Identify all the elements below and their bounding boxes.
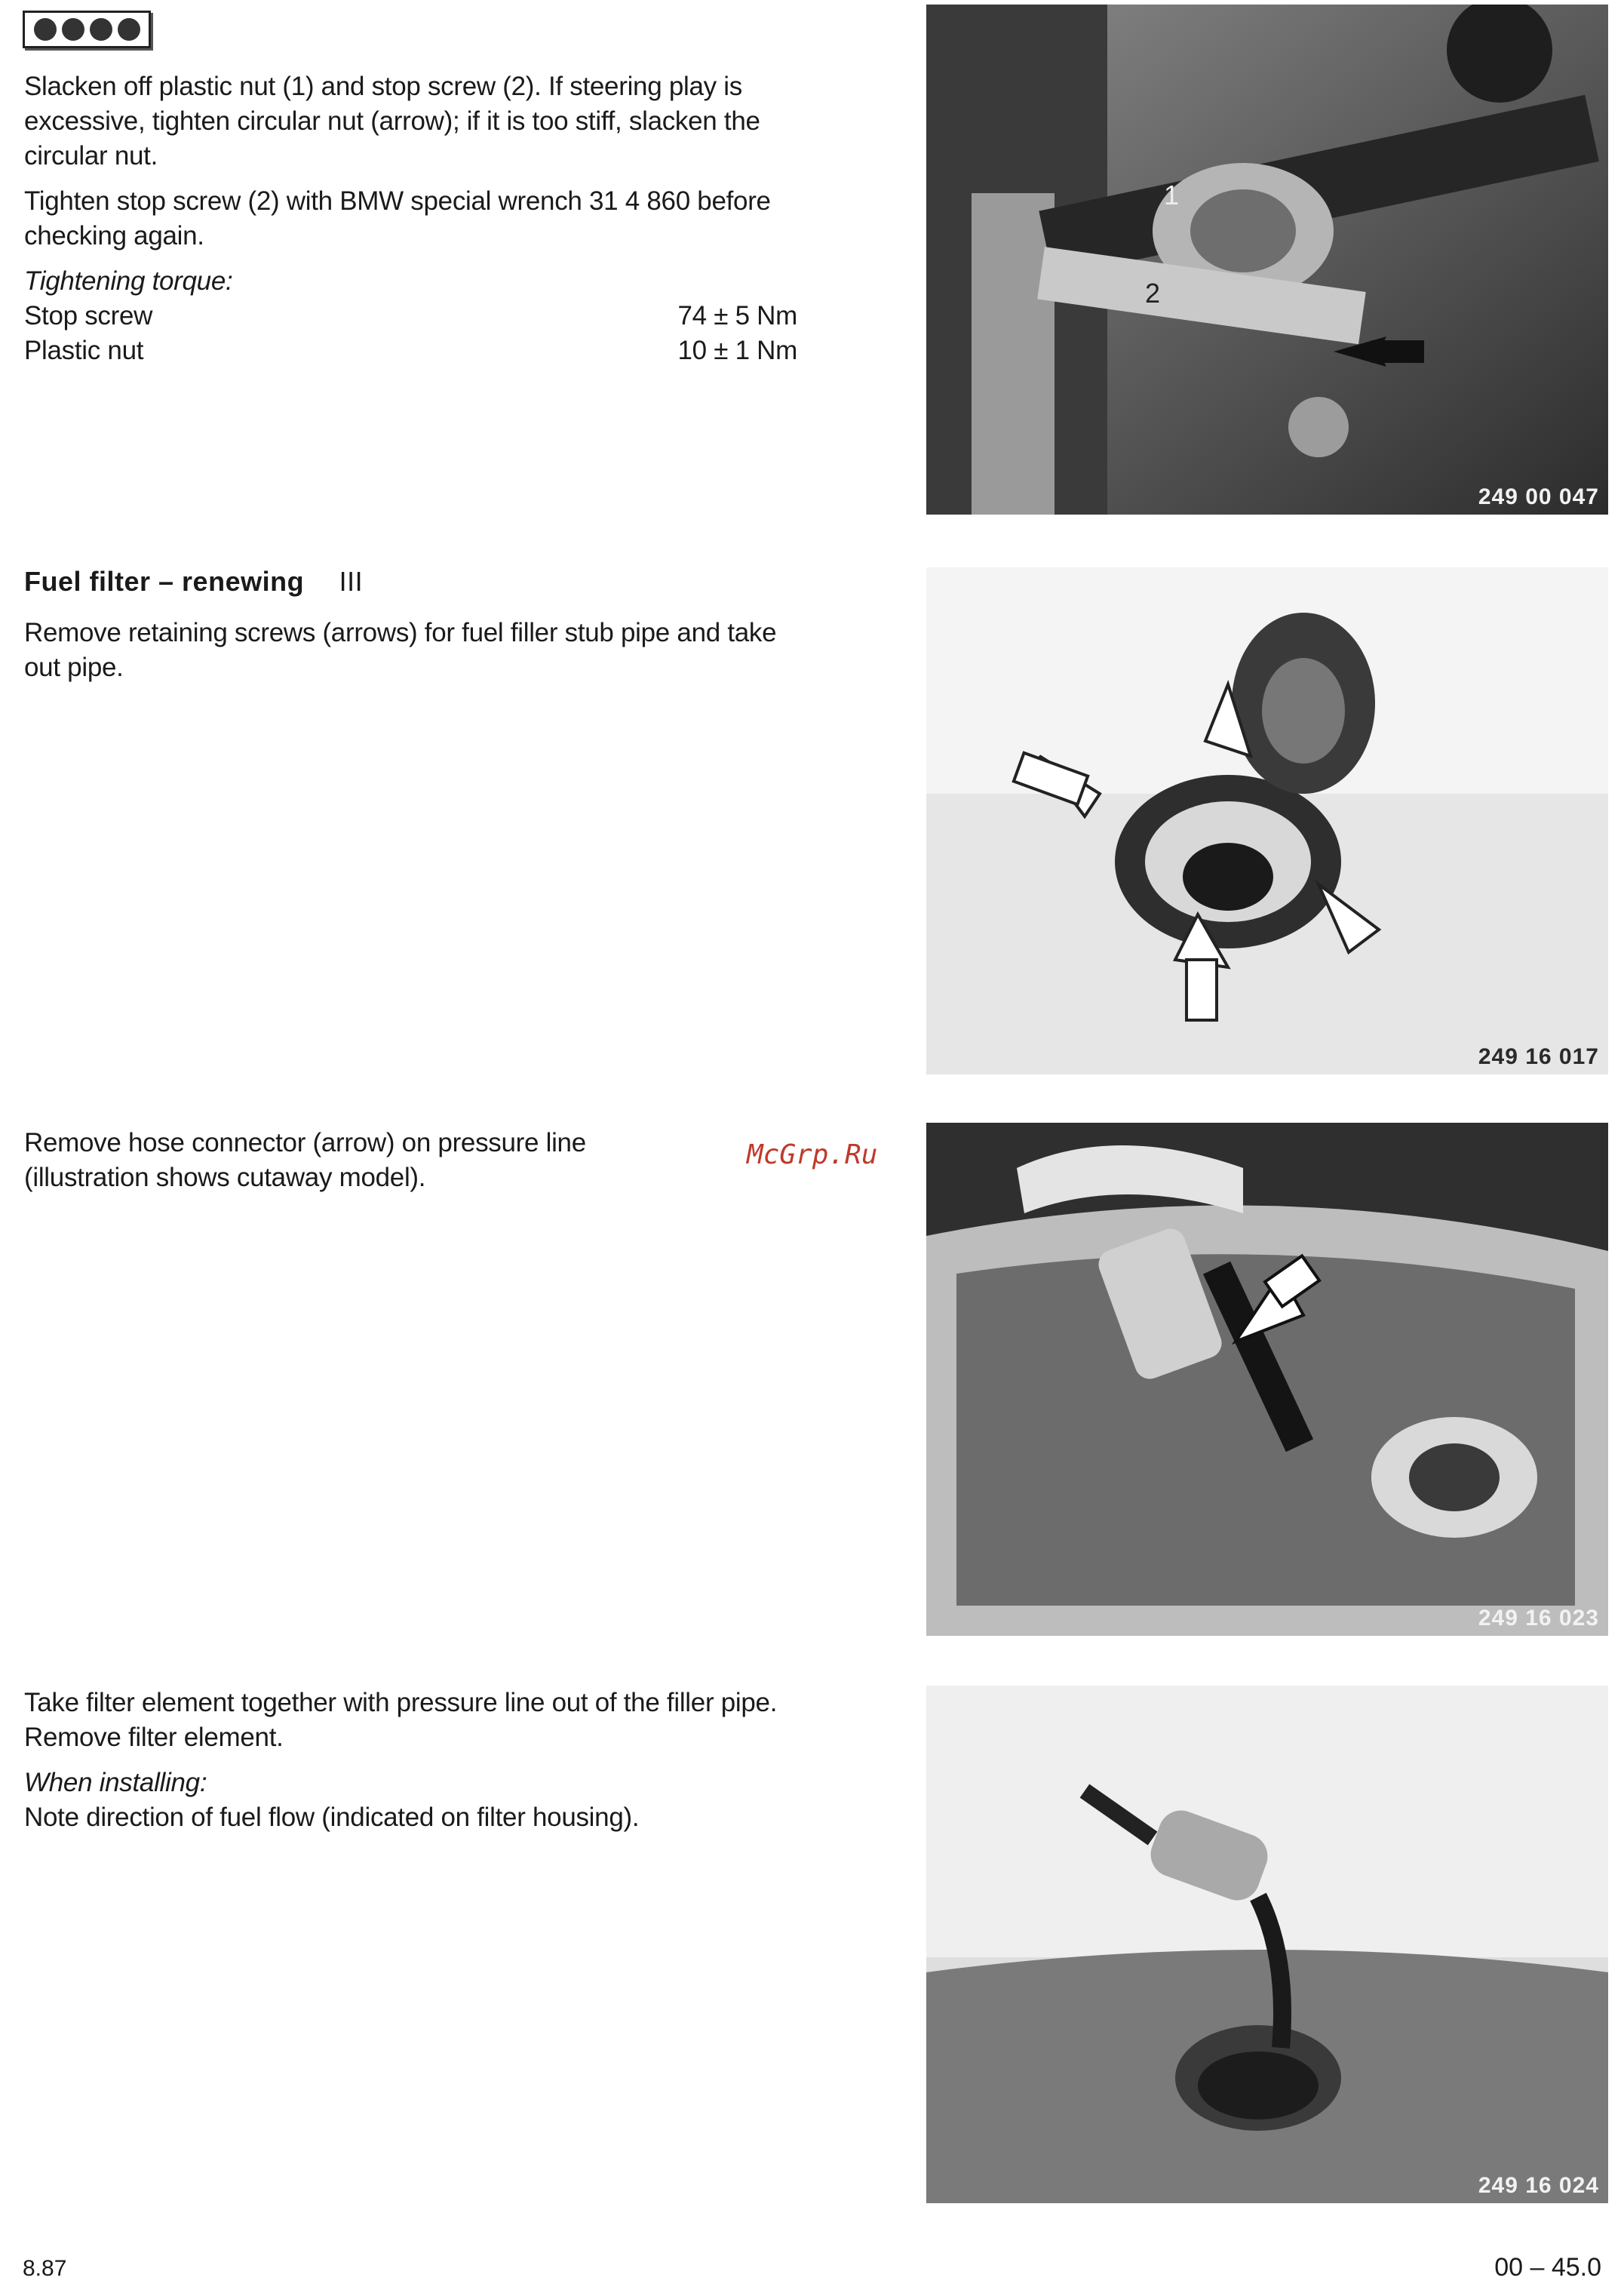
torque-item: Plastic nut [24,336,144,365]
level-dot [118,18,140,41]
filler-pipe-text [24,616,809,685]
torque-value: 74 ± 5 Nm [677,301,797,330]
level-dot [62,18,84,41]
callout-1: 1 [1164,180,1180,211]
install-label: When installing: [24,1768,207,1797]
torque-row [24,299,797,333]
torque-value: 10 ± 1 Nm [677,336,797,365]
figure-cutaway-tank [926,1123,1608,1636]
steering-head-illustration [926,5,1608,515]
hose-connector-text [24,1126,703,1195]
page-number: 00 – 45.0 [1494,2253,1601,2282]
figure-number: 249 16 017 [1478,1044,1599,1069]
figure-number: 249 00 047 [1478,484,1599,509]
heading-mark: III [339,566,364,597]
filter-removal-text [24,1686,809,1835]
section-heading [24,566,363,598]
filter-element-illustration [926,1686,1608,2203]
figure-filler-cap [926,567,1608,1074]
footer-date: 8.87 [23,2256,67,2281]
filler-cap-illustration [926,567,1608,1074]
paragraph: Take filter element together with pressure line out of the filler pipe. [24,1688,778,1717]
figure-number: 249 16 023 [1478,1606,1599,1631]
cutaway-tank-illustration [926,1123,1608,1636]
paragraph: Tighten stop screw (2) with BMW special wrench 31 4 860 before checking again. [24,186,771,251]
torque-label: Tightening torque: [24,266,233,296]
level-dot [90,18,112,41]
paragraph: Note direction of fuel flow (indicated on filter housing). [24,1803,640,1832]
paragraph: Remove filter element. [24,1723,284,1752]
paragraph: Remove retaining screws (arrows) for fuel filler stub pipe and take out pipe. [24,618,777,682]
skill-level-badge [23,11,151,48]
heading-text: Fuel filter – renewing [24,566,305,597]
callout-2: 2 [1145,278,1161,309]
figure-filter-element [926,1686,1608,2203]
watermark: McGrp.Ru [747,1139,878,1170]
torque-item: Stop screw [24,301,153,330]
steering-adjust-text [24,69,809,368]
level-dot [34,18,57,41]
figure-number: 249 16 024 [1478,2173,1599,2198]
paragraph: Remove hose connector (arrow) on pressure line (illustration shows cutaway model). [24,1128,586,1192]
figure-steering-head [926,5,1608,515]
paragraph: Slacken off plastic nut (1) and stop screw (2). If steering play is excessive, tighten circular nut (arrow); if it is too stiff, slacken the circular nut. [24,72,760,171]
torque-row [24,333,797,368]
